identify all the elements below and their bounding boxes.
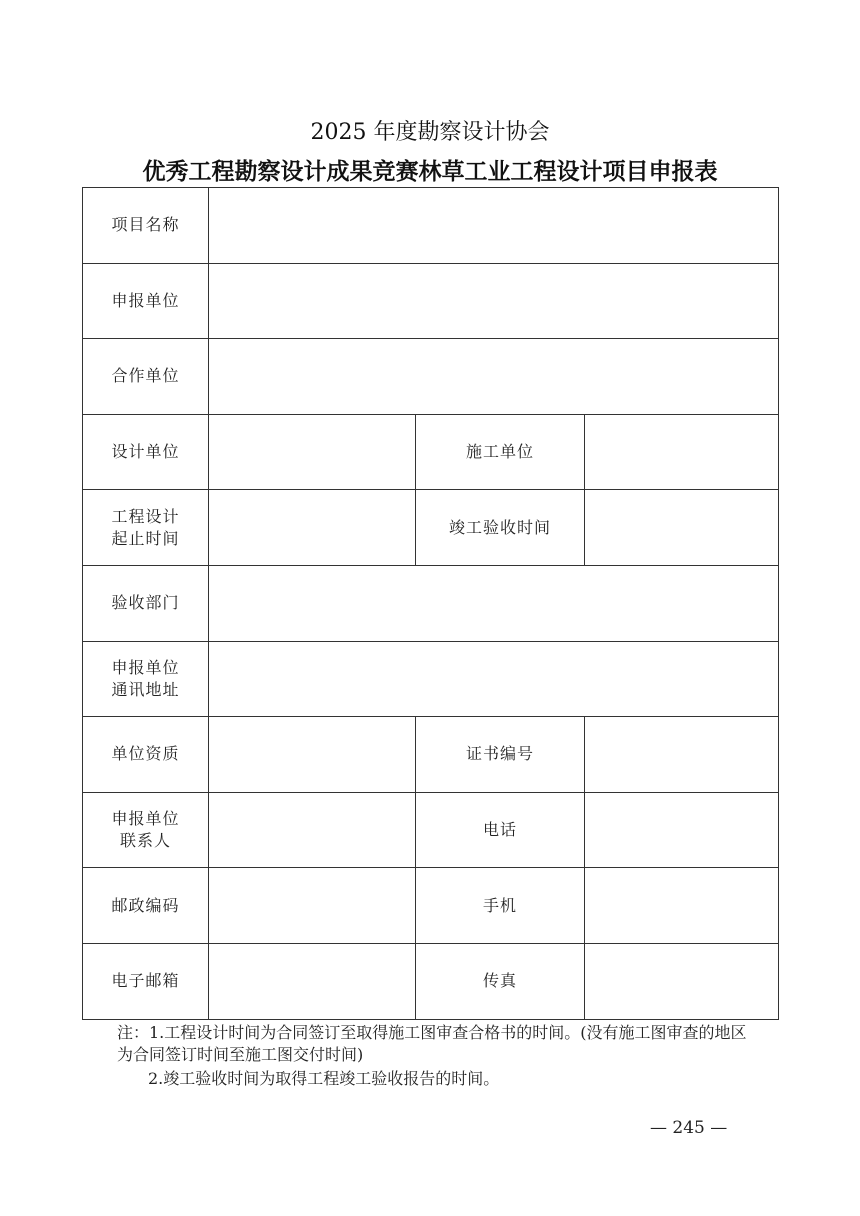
design-unit-label: 设计单位 xyxy=(83,414,209,490)
project-name-label: 项目名称 xyxy=(83,188,209,264)
mobile-field[interactable] xyxy=(585,868,779,944)
certificate-no-field[interactable] xyxy=(585,717,779,793)
acceptance-dept-field[interactable] xyxy=(209,565,779,641)
table-row xyxy=(83,188,779,264)
table-row xyxy=(83,565,779,641)
note-1: 注：1.工程设计时间为合同签订至取得施工图审查合格书的时间。(没有施工图审查的地区为合同签订时间至施工图交付时间) xyxy=(117,1023,747,1064)
partner-unit-label: 合作单位 xyxy=(83,339,209,415)
table-row xyxy=(83,263,779,339)
table-row xyxy=(83,943,779,1019)
partner-unit-field[interactable] xyxy=(209,339,779,415)
table-row xyxy=(83,717,779,793)
address-field[interactable] xyxy=(209,641,779,717)
design-period-label-line-1: 工程设计 xyxy=(111,506,180,526)
design-period-field[interactable] xyxy=(209,490,416,566)
table-row xyxy=(83,414,779,490)
table-row xyxy=(83,868,779,944)
table-row xyxy=(83,792,779,868)
table-row xyxy=(83,339,779,415)
acceptance-time-label: 竣工验收时间 xyxy=(416,490,585,566)
email-field[interactable] xyxy=(209,943,416,1019)
fax-label: 传真 xyxy=(416,943,585,1019)
design-period-label xyxy=(83,490,209,566)
table-row xyxy=(83,490,779,566)
mobile-label: 手机 xyxy=(416,868,585,944)
form-title-line-1: 2025 年度勘察设计协会 xyxy=(310,120,550,145)
design-period-label-line-2: 起止时间 xyxy=(111,528,180,548)
contact-label-line-1: 申报单位 xyxy=(111,809,180,829)
form-notes xyxy=(117,1022,757,1090)
qualification-field[interactable] xyxy=(209,717,416,793)
qualification-label: 单位资质 xyxy=(83,717,209,793)
contact-label-line-2: 联系人 xyxy=(119,831,171,851)
applicant-unit-field[interactable] xyxy=(209,263,779,339)
form-title-line-2: 优秀工程勘察设计成果竞赛林草工业工程设计项目申报表 xyxy=(142,158,718,185)
page-number: — 245 — xyxy=(650,1118,728,1138)
application-form-table xyxy=(82,187,779,1020)
design-unit-field[interactable] xyxy=(209,414,416,490)
note-2: 2.竣工验收时间为取得工程竣工验收报告的时间。 xyxy=(148,1069,500,1088)
construction-unit-field[interactable] xyxy=(585,414,779,490)
fax-field[interactable] xyxy=(585,943,779,1019)
address-label-line-1: 申报单位 xyxy=(111,657,180,677)
construction-unit-label: 施工单位 xyxy=(416,414,585,490)
acceptance-dept-label: 验收部门 xyxy=(83,565,209,641)
address-label xyxy=(83,641,209,717)
acceptance-time-field[interactable] xyxy=(585,490,779,566)
project-name-field[interactable] xyxy=(209,188,779,264)
table-row xyxy=(83,641,779,717)
postal-code-field[interactable] xyxy=(209,868,416,944)
applicant-unit-label: 申报单位 xyxy=(83,263,209,339)
email-label: 电子邮箱 xyxy=(83,943,209,1019)
address-label-line-2: 通讯地址 xyxy=(111,679,180,699)
contact-field[interactable] xyxy=(209,792,416,868)
phone-field[interactable] xyxy=(585,792,779,868)
phone-label: 电话 xyxy=(416,792,585,868)
contact-label xyxy=(83,792,209,868)
certificate-no-label: 证书编号 xyxy=(416,717,585,793)
postal-code-label: 邮政编码 xyxy=(83,868,209,944)
